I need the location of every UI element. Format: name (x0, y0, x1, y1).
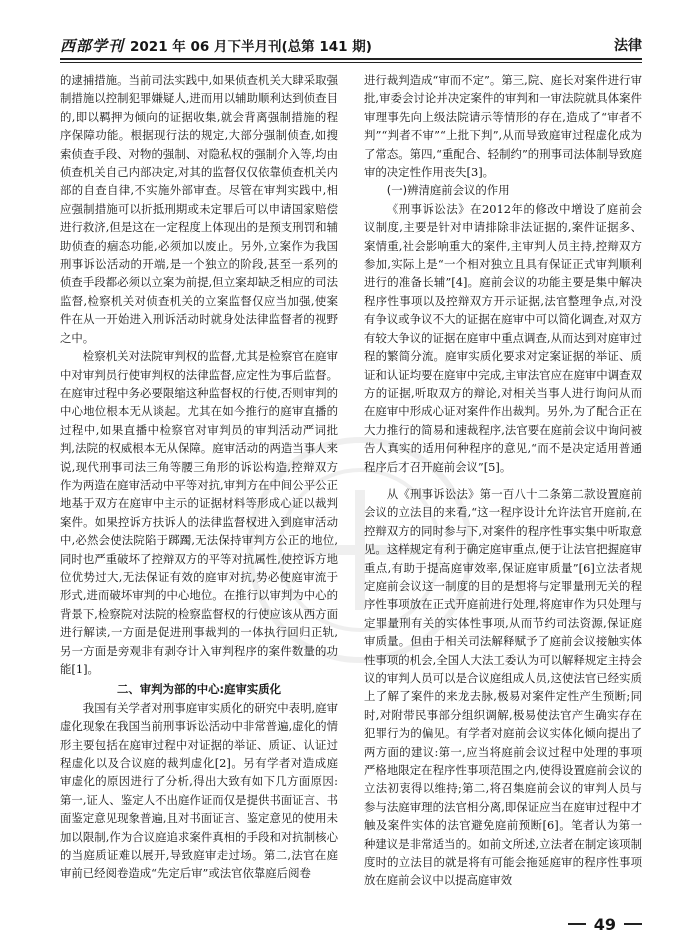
paragraph: 从《刑事诉讼法》第一百八十二条第二款设置庭前会议的立法目的来看,“这一程序设计允许法官开庭前,在控辩双方的同时参与下,对案件的程序性事实集中听取意见。这样规定有利于确定庭审重点,便于让法官把握庭审重点,有助于提高庭审效率,保证庭审质量”[6]立法者规定庭前会议这一制度的目的是想将与定罪量刑无关的程序性事项放在正式开庭前进行处理,将庭审作为只处理与定罪量刑有关的实体性事项,从而节约司法资源,保证庭审质量。但由于相关司法解释赋予了庭前会议接触实体性事项的机会,全国人大法工委认为可以解释规定主持会议的审判人员可以是合议庭组成人员,这使法官已经实质上了解了案件的来龙去脉,极易对案件定性产生预断;同时,对附带民事部分组织调解,极易使法官产生确实存在犯罪行为的偏见。有学者对庭前会议实体化倾向提出了两方面的建议:第一,应当将庭前会议过程中处理的事项严格地限定在程序性事项范围之内,使得设置庭前会议的立法初衷得以维持;第二,将召集庭前会议的审判人员与参与法庭审理的法官相分离,即保证应当在庭审过程中才触及案件实体的法官避免庭前预断[6]。笔者认为第一种建议是非常适当的。如前文所述,立法者在制定该项制度时的立法目的就是将有可能会拖延庭审的程序性事项放在庭前会议中以提高庭审效 (364, 486, 642, 888)
page-header (60, 34, 642, 56)
right-column (364, 71, 642, 890)
header-rule-thick (60, 58, 642, 60)
page-footer (530, 914, 642, 934)
paragraph: 进行裁判造成“审而不定”。第三,院、庭长对案件进行审批,审委会讨论并决定案件的审判和一审法院就具体案件审理事先向上级法院请示等情形的存在,造成了“审者不判”“判者不审”“上批下判”,从而导致庭审过程虚化成为了常态。第四,“重配合、轻制约”的刑事司法体制导致庭审的决定性作用丧失[3]。 (364, 73, 642, 180)
paragraph: 的逮捕措施。当前司法实践中,如果侦查机关大肆采取强制措施以控制犯罪嫌疑人,进而用以辅助顺利达到侦查目的,即以羁押为倾向的证据收集,就会背离强制措施的程序保障功能。根据现行法的规定,大部分强制侦查,如搜索侦查手段、对物的强制、对隐私权的强制介入等,均由侦查机关自己内部决定,对其的监督仅仅依靠侦查机关内部的自查自律,不实施外部审查。尽管在审判实践中,相应强制措施可以折抵刑期或未定罪后可以申请国家赔偿进行救济,但是这在一定程度上体现出的是预支刑罚和辅助侦查的痼态功能,必须加以废止。另外,立案作为我国刑事诉讼活动的开端,是一个独立的阶段,甚至一系列的侦查手段都必须以立案为前提,但立案却缺乏相应的司法监督,检察机关对侦查机关的立案监督仅应当加强,使案件在从一开始进入刑诉活动时就身处法律监督者的视野之中。 (60, 73, 338, 345)
paragraph: 《刑事诉讼法》在2012年的修改中增设了庭前会议制度,主要是针对申请排除非法证据的,案件证据多、案情重,社会影响重大的案件,主审判人员主持,控辩双方参加,实际上是“一个相对独立且具有保证正式审判顺利进行的准备长辅”[4]。庭前会议的功能主要是集中解决程序性事项以及控辩双方开示证据,法官整理争点,对没有争议或争议不大的证据在庭审中可以简化调查,对双方有较大争议的证据在庭审中重点调查,从而达到对庭审过程的繁简分流。庭审实质化要求对定案证据的举证、质证和认证均要在庭审中完成,主审法官应在庭审中调查双方的证据,听取双方的辩论,对相关当事人进行询问从而在庭审中形成心证对案件作出裁判。另外,为了配合正在大力推行的简易和速裁程序,法官要在庭前会议中询问被告人真实的适用何种程序的意见,“而不是决定适用普通程序后才召开庭前会议”[5]。 (364, 201, 642, 474)
header-left (60, 35, 372, 56)
section-label: 法律 (614, 38, 642, 54)
header-rule-thin (60, 62, 642, 63)
paragraph: 检察机关对法院审判权的监督,尤其是检察官在庭审中对审判员行使审判权的法律监督,应定性为事后监督。在庭审过程中务必要限缩这种监督权的行使,否则审判的中心地位根本无从谈起。尤其在如今推行的庭审直播的过程中,如果直播中检察官对审判员的审判活动严词批判,法院的权威根本无从保障。庭审活动的两造当事人来说,现代刑事司法三角等腰三角形的诉讼构造,控辩双方作为两造在庭审活动中平等对抗,审判方在中间公平公正地基于双方在庭审中主示的证据材料等形成心证以裁判案件。如果控诉方扶诉人的法律监督权进入到庭审活动中,必然会使法院陷于踯躅,无法保持审判方公正的地位,同时也严重破坏了控辩双方的平等对抗属性,使控诉方地位优势过大,无法保证有效的庭审对抗,势必使庭审流于形式,进而破坏审判的中心地位。在推行以审判为中心的背景下,检察院对法院的检察监督权的行使应该从西方面进行解读,一方面是促进刑事裁判的一体执行回归正轨,另一方面是旁观非有剥夺计入审判程序的案件数量的功能[1]。 (60, 349, 338, 676)
paragraph: 我国有关学者对刑事庭审实质化的研究中表明,庭审虚化现象在我国当前刑事诉讼活动中非常普遍,虚化的情形主要包括在庭审过程中对证据的举证、质证、认证过程虚化以及合议庭的裁判虚化[2]。另有学者对造成庭审虚化的原因进行了分析,得出大致有如下几方面原因:第一,证人、鉴定人不出庭作证而仅是提供书面证言、书面鉴定意见现象普遍,且对书面证言、鉴定意见的使用未加以限制,作为合议庭追求案件真相的手段和对抗制核心的当庭质证难以展开,导致庭审走过场。第二,法官在庭审前已经阅卷造成“先定后审”或法官依靠庭后阅卷 (60, 700, 338, 881)
page-number: 49 (593, 914, 616, 934)
subsection-heading: (一)辨清庭前会议的作用 (386, 183, 510, 198)
footer-dash (624, 923, 642, 925)
issue-info: 2021 年 06 月下半月刊(总第 141 期) (130, 38, 372, 55)
journal-logo: 西部学刊 (60, 36, 125, 55)
left-column (60, 71, 338, 883)
footer-dash (568, 923, 586, 925)
section-heading: 二、审判为部的中心:庭审实质化 (116, 682, 282, 697)
